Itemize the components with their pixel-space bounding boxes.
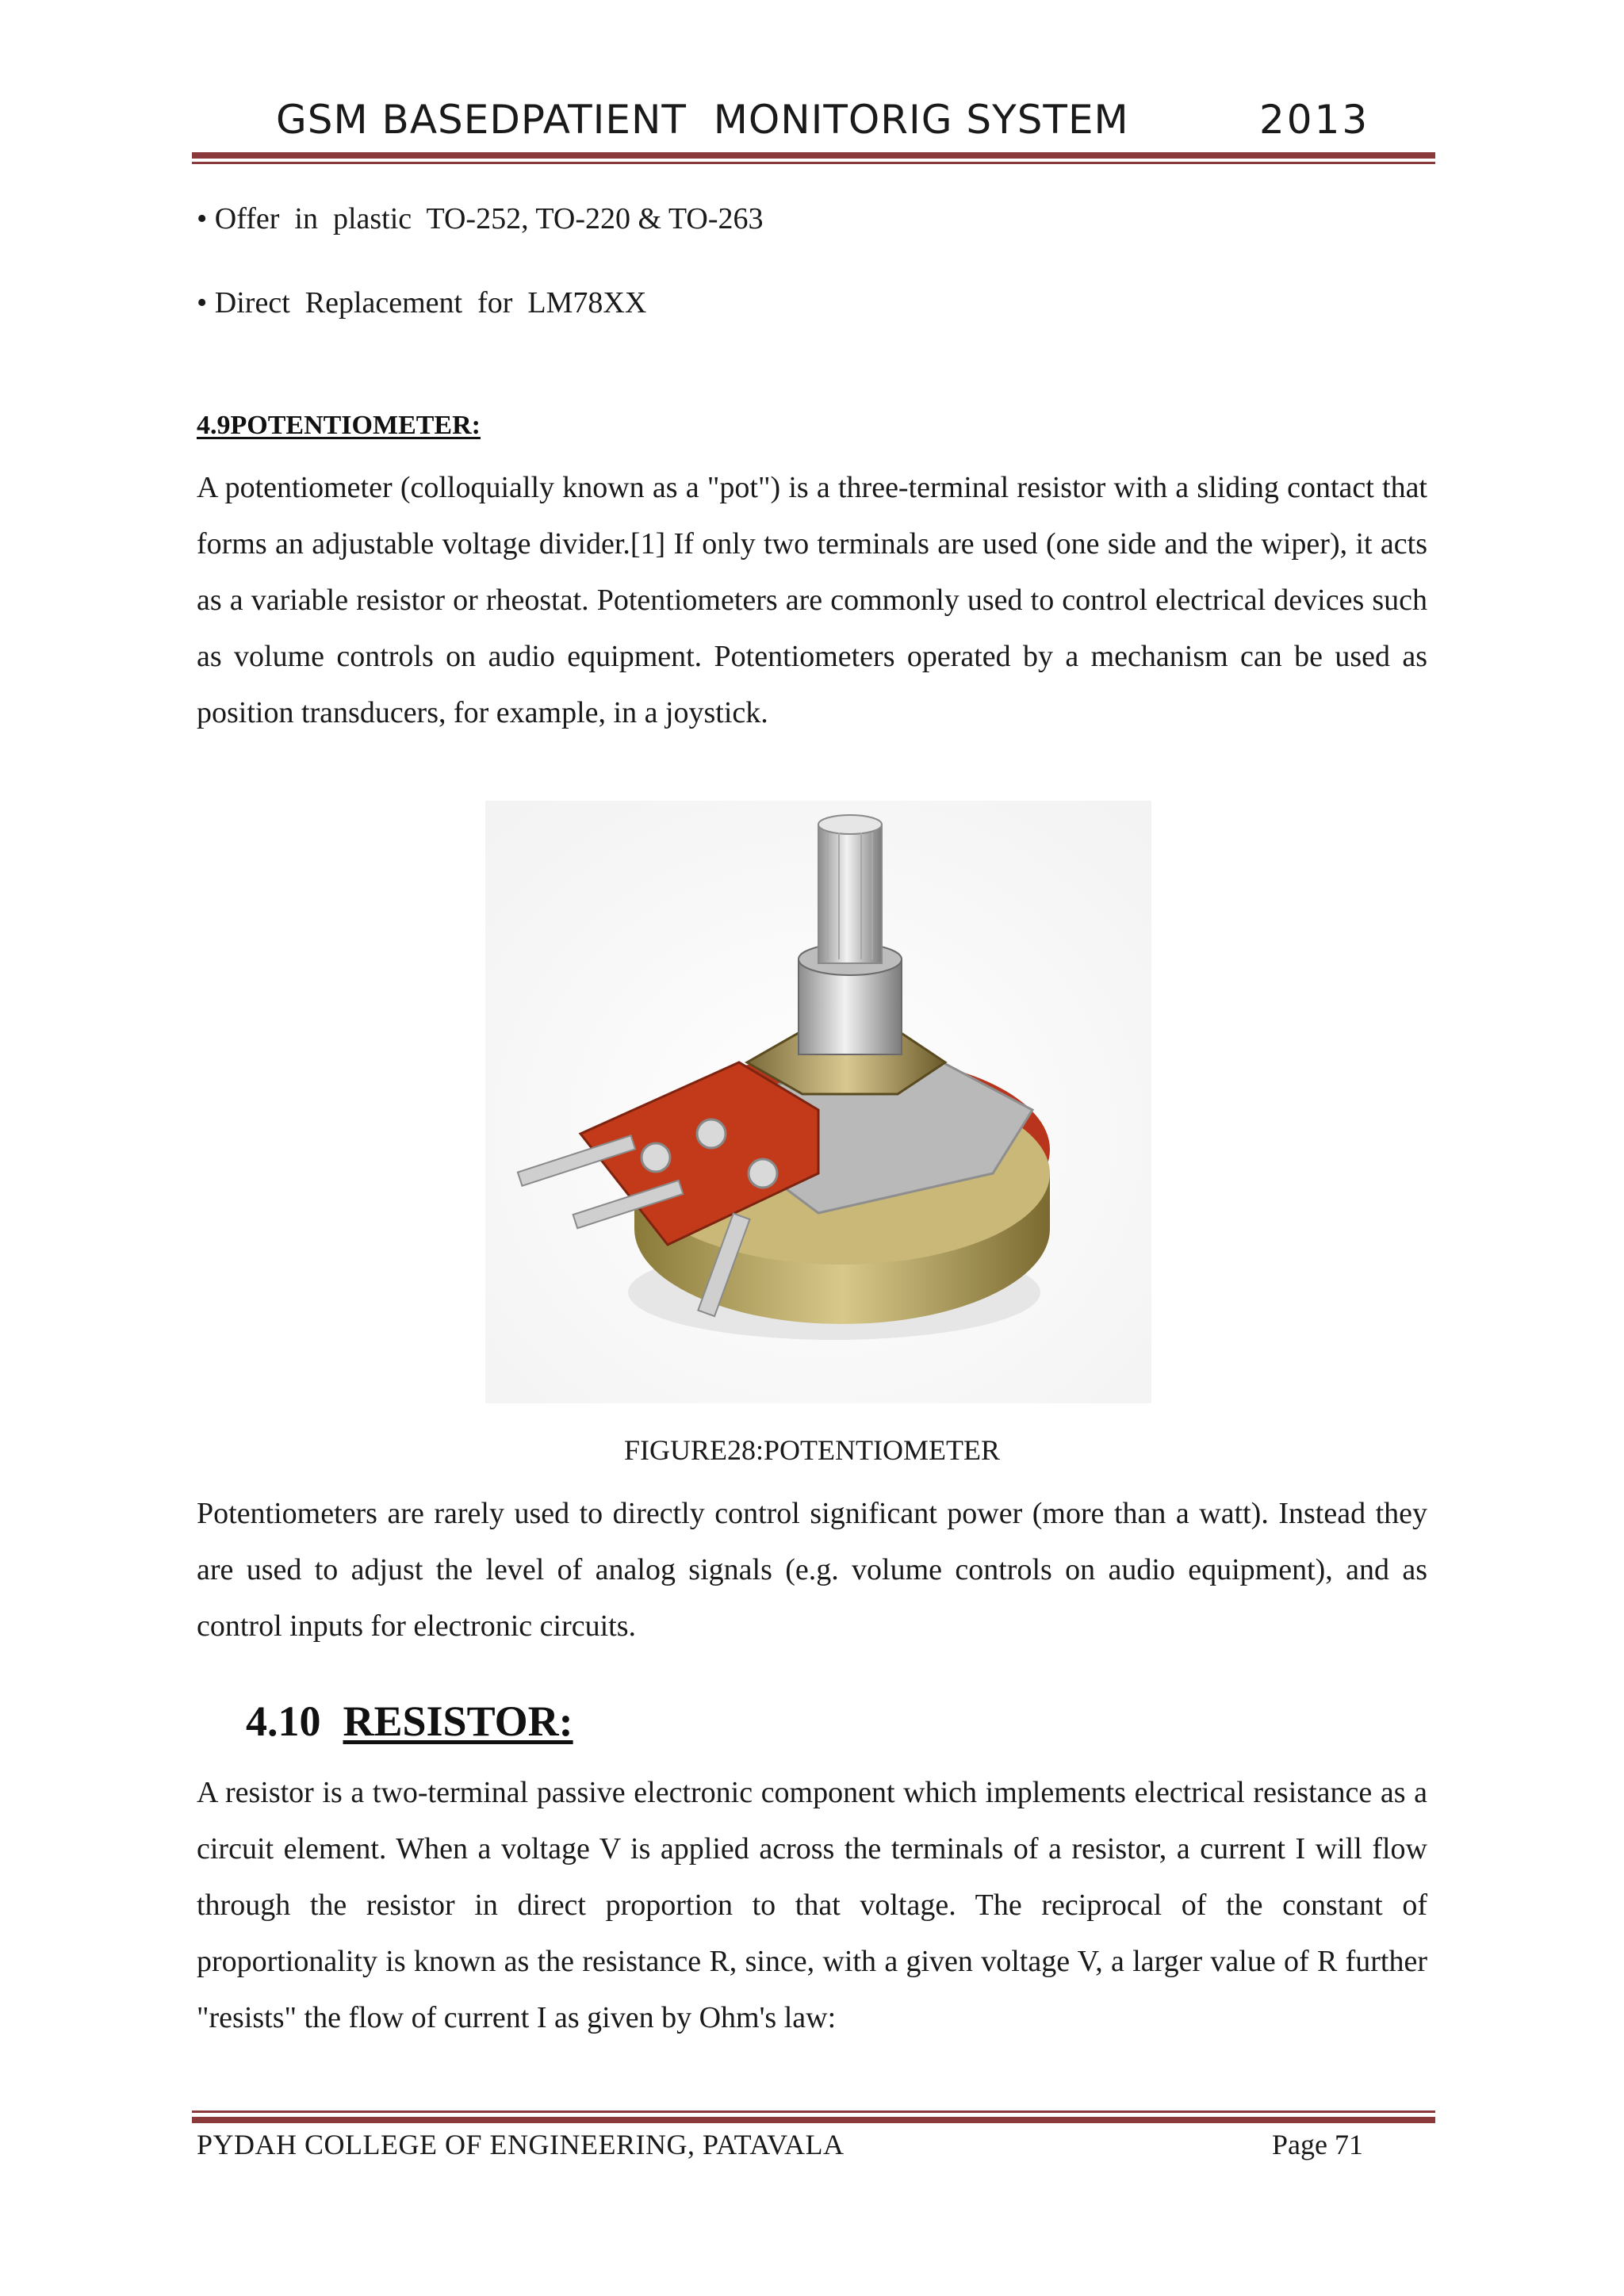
potentiometer-illustration	[485, 801, 1151, 1403]
section-heading-potentiometer: 4.9POTENTIOMETER:	[197, 411, 481, 440]
footer-rule	[192, 2117, 1435, 2123]
header-year: 2013	[1259, 97, 1370, 143]
header-rule-thin	[192, 162, 1435, 164]
footer-rule-thin	[192, 2110, 1435, 2113]
figure-caption: FIGURE28:POTENTIOMETER	[624, 1434, 1000, 1466]
section-title: RESISTOR:	[343, 1697, 573, 1745]
bullet-item-packages: • Offer in plastic TO-252, TO-220 & TO-263	[197, 202, 764, 235]
section-number: 4.10	[246, 1697, 321, 1745]
potentiometer-paragraph-2: Potentiometers are rarely used to directly control significant power (more than a watt). Instead they are used to adjust the level of analog signals (e.g. volume controls on audio equipment), and as control inputs for electronic circuits.	[197, 1497, 1427, 1643]
header-rule	[192, 152, 1435, 159]
potentiometer-photo	[485, 801, 1151, 1403]
potentiometer-paragraph: A potentiometer (colloquially known as a "pot") is a three-terminal resistor with a sliding contact that forms an adjustable voltage divider.[1] If only two terminals are used (one side and the wiper), it acts as a variable resistor or rheostat. Potentiometers are commonly used to control electrical devices such as volume controls on audio equipment. Potentiometers operated by a mechanism can be used as position transducers, for example, in a joystick.	[197, 471, 1427, 729]
page-number: Page 71	[1272, 2129, 1363, 2160]
footer-college: PYDAH COLLEGE OF ENGINEERING, PATAVALA	[197, 2129, 845, 2160]
section-heading-resistor	[246, 1697, 573, 1746]
resistor-paragraph: A resistor is a two-terminal passive electronic component which implements electrical resistance as a circuit element. When a voltage V is applied across the terminals of a resistor, a current I will flow through the resistor in direct proportion to that voltage. The reciprocal of the constant of proportionality is known as the resistance R, since, with a given voltage V, a larger value of R further "resists" the flow of current I as given by Ohm's law:	[197, 1776, 1427, 2034]
bullet-item-replacement: • Direct Replacement for LM78XX	[197, 286, 647, 320]
header-title: GSM BASEDPATIENT MONITORIG SYSTEM	[276, 97, 1129, 143]
